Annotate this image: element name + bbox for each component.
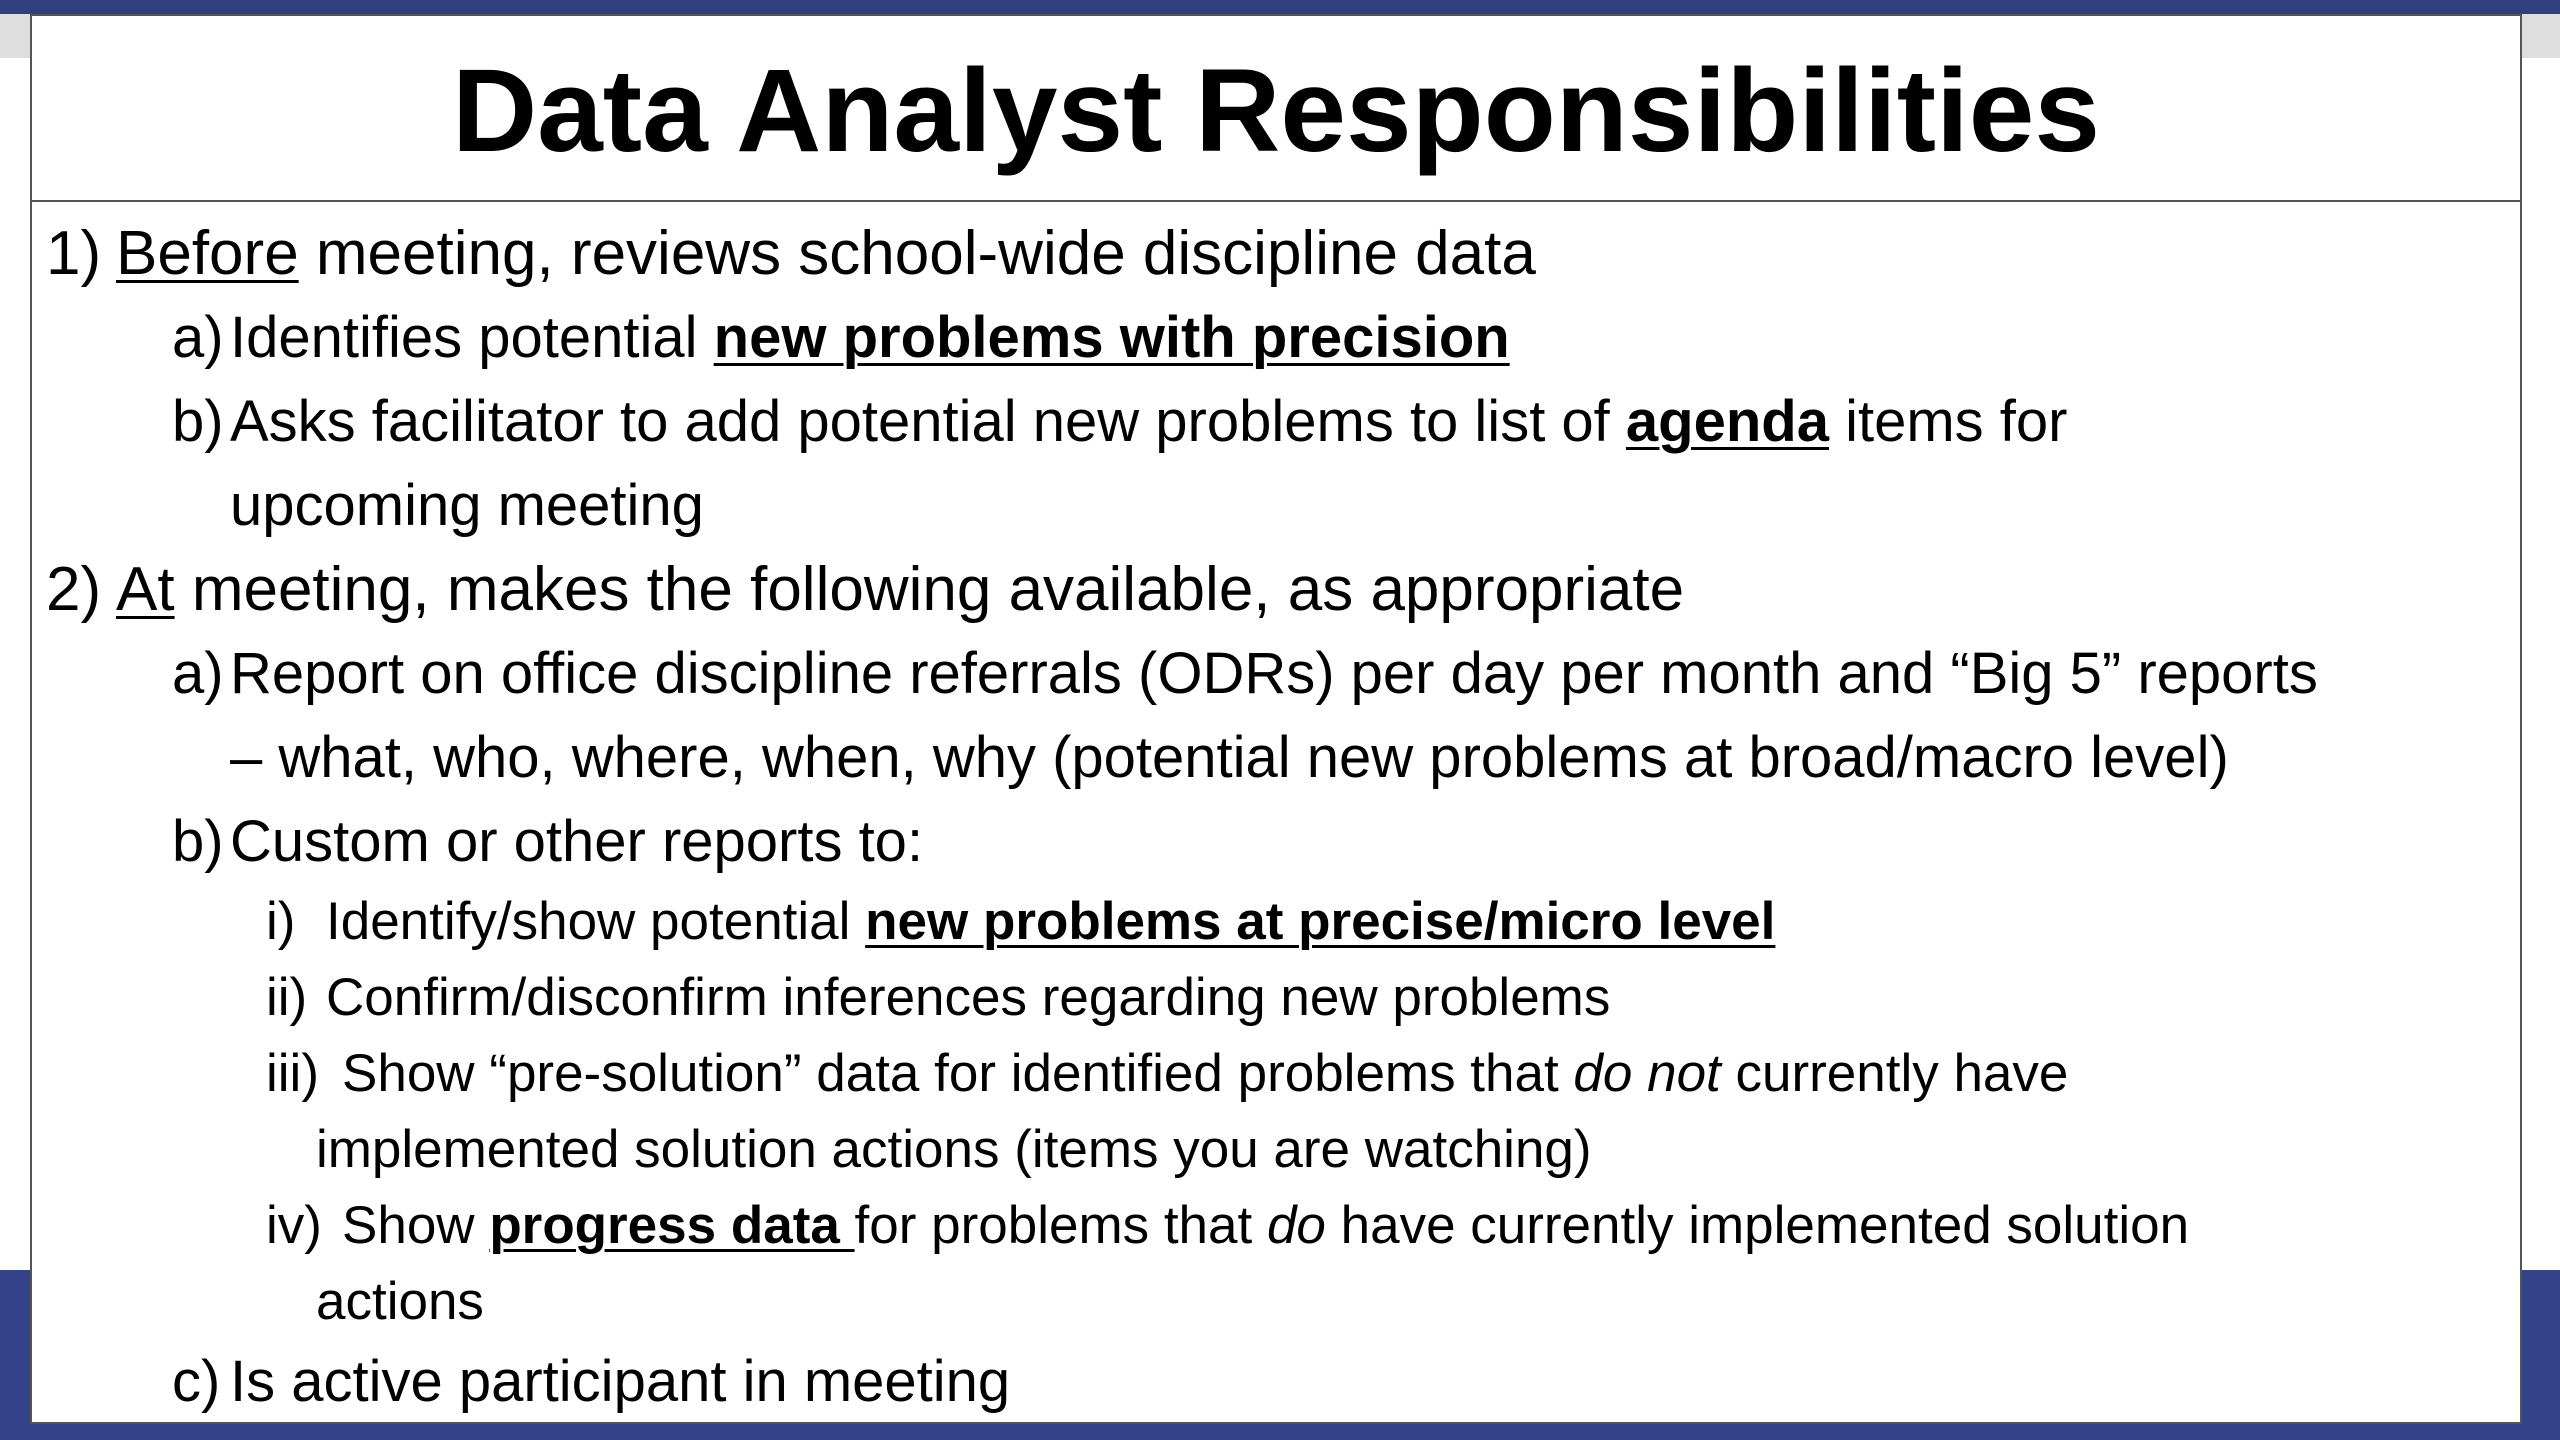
list-item-2a	[46, 632, 2516, 716]
list-item-2	[46, 548, 2516, 632]
list-item-2b-iv	[46, 1188, 2516, 1264]
list-text	[342, 1188, 2189, 1264]
list-marker: 1)	[46, 219, 102, 288]
list-marker: b)	[172, 389, 224, 454]
slide-title: Data Analyst Responsibilities	[451, 45, 2101, 177]
list-marker: 2)	[46, 555, 102, 624]
list-marker: ii)	[266, 968, 308, 1027]
list-item-1b	[46, 380, 2516, 464]
text-run: Asks facilitator to add potential new problems to list of	[230, 389, 1626, 454]
text-run: Show	[342, 1196, 490, 1255]
list-marker: c)	[172, 1349, 221, 1414]
underlined-text: At	[116, 555, 175, 624]
text-run: meeting, makes the following available, as appropriate	[174, 555, 1685, 624]
list-item-2b-ii	[46, 960, 2516, 1036]
emphasized-text: new problems with precision	[713, 305, 1510, 370]
list-item-1b-continuation	[46, 464, 2516, 548]
list-text: Custom or other reports to:	[230, 809, 924, 874]
text-run: meeting, reviews school-wide discipline data	[298, 219, 1536, 288]
list-text: actions	[316, 1272, 484, 1331]
italic-text: do	[1266, 1196, 1326, 1255]
text-run: for problems that	[854, 1196, 1267, 1255]
list-marker: i)	[266, 892, 296, 951]
list-text: upcoming meeting	[230, 473, 704, 538]
emphasized-text: agenda	[1625, 389, 1829, 454]
text-run: Identify/show potential	[326, 892, 866, 951]
list-text	[326, 884, 1775, 960]
list-item-1	[46, 212, 2516, 296]
list-text: Report on office discipline referrals (ODRs) per day per month and “Big 5” reports	[230, 641, 2318, 706]
list-text	[230, 380, 2067, 464]
list-text: – what, who, where, when, why (potential new problems at broad/macro level)	[230, 725, 2229, 790]
emphasized-text: new problems at precise/micro level	[865, 892, 1776, 951]
underlined-text: Before	[116, 219, 299, 288]
slide-body	[46, 212, 2516, 1424]
list-item-2b-iv-continuation	[46, 1264, 2516, 1340]
text-run: currently have	[1720, 1044, 2069, 1103]
text-run: Show “pre-solution” data for identified problems that	[342, 1044, 1574, 1103]
list-item-2b	[46, 800, 2516, 884]
text-run: items for	[1828, 389, 2068, 454]
list-marker: a)	[172, 305, 224, 370]
list-text: implemented solution actions (items you are watching)	[316, 1120, 1592, 1179]
list-text	[342, 1036, 2068, 1112]
list-text: Is active participant in meeting	[230, 1349, 1011, 1414]
emphasized-text: progress data	[489, 1196, 855, 1255]
list-text	[230, 296, 1510, 380]
list-item-2c	[46, 1340, 2516, 1424]
text-run: Identifies potential	[230, 305, 714, 370]
list-marker: a)	[172, 641, 224, 706]
list-item-1a	[46, 296, 2516, 380]
text-run: have currently implemented solution	[1325, 1196, 2190, 1255]
list-text	[116, 212, 1536, 296]
list-item-2b-iii-continuation	[46, 1112, 2516, 1188]
list-marker: b)	[172, 809, 224, 874]
list-item-2b-iii	[46, 1036, 2516, 1112]
list-item-2b-i	[46, 884, 2516, 960]
list-item-2a-continuation	[46, 716, 2516, 800]
list-marker: iii)	[266, 1044, 319, 1103]
slide	[30, 14, 2522, 1424]
italic-text: do not	[1573, 1044, 1721, 1103]
top-border-bar	[0, 0, 2560, 14]
list-text	[116, 548, 1684, 632]
list-text: Confirm/disconfirm inferences regarding new problems	[326, 968, 1611, 1027]
list-marker: iv)	[266, 1196, 322, 1255]
title-box	[32, 16, 2520, 202]
